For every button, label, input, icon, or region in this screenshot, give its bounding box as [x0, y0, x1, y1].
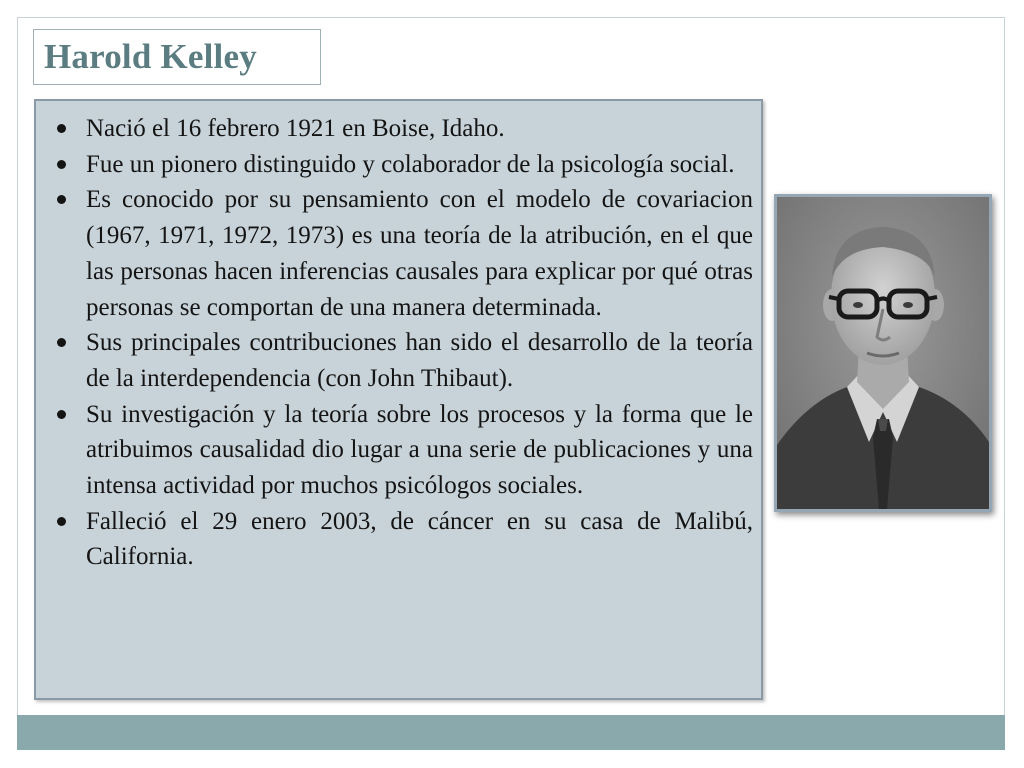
bullet-icon: [57, 517, 66, 526]
portrait-image: [777, 197, 989, 509]
bullet-item: [48, 147, 753, 183]
bullet-list: [48, 111, 753, 575]
bullet-text: Fue un pionero distinguido y colaborador de la psicología social.: [86, 150, 735, 178]
title-box: [33, 29, 321, 85]
bullet-item: [48, 325, 753, 396]
bullet-text: Sus principales contribuciones han sido el desarrollo de la teoría de la interdependencia (con John Thibaut).: [86, 329, 753, 392]
bullet-icon: [57, 338, 66, 347]
bullet-icon: [57, 410, 66, 419]
bullet-item: [48, 111, 753, 147]
portrait-photo: [774, 194, 992, 512]
bullet-item: [48, 504, 753, 575]
bullet-text: Falleció el 29 enero 2003, de cáncer en su casa de Malibú, California.: [86, 507, 753, 571]
bullet-text: Es conocido por su pensamiento con el modelo de covariacion (1967, 1971, 1972, 1973) es una teoría de la atribución, en el que las personas hacen inferencias causales para explicar por qué otras personas se comportan de una manera determinada.: [86, 186, 753, 321]
content-box: [34, 99, 763, 700]
bullet-icon: [57, 124, 66, 133]
bullet-text: Su investigación y la teoría sobre los procesos y la forma que le atribuimos causalidad dio lugar a una serie de publicaciones y una intensa actividad por muchos psicólogos sociales.: [86, 400, 753, 500]
bullet-item: [48, 182, 753, 325]
slide-title: Harold Kelley: [44, 37, 257, 76]
bullet-item: [48, 397, 753, 504]
footer-bar: [17, 715, 1005, 750]
bullet-text: Nació el 16 febrero 1921 en Boise, Idaho.: [86, 115, 505, 142]
bullet-icon: [57, 195, 66, 204]
bullet-icon: [57, 160, 66, 169]
